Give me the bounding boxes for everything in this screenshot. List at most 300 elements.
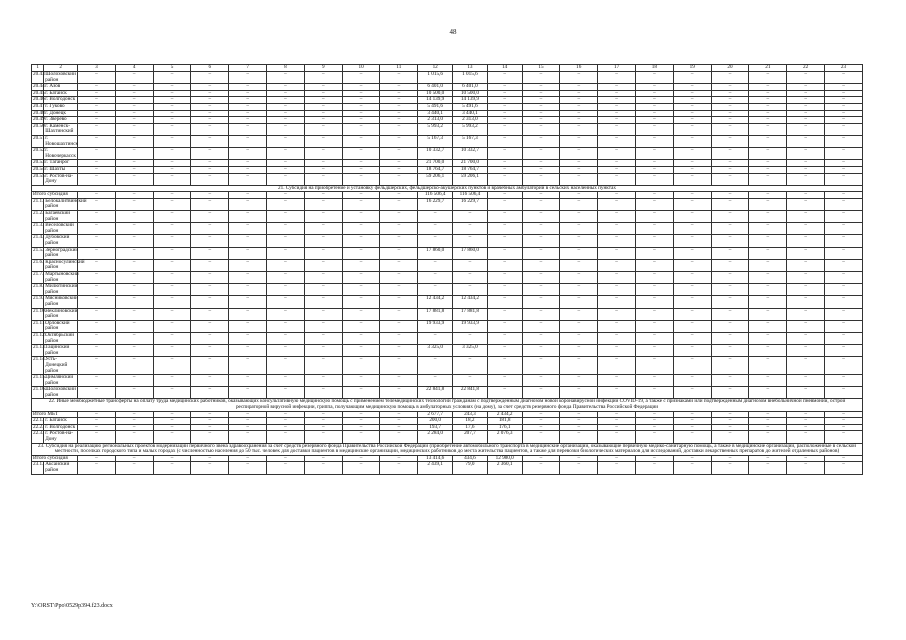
dash-cell: – bbox=[825, 357, 863, 375]
value-cell: 14 139,9 bbox=[453, 97, 488, 104]
dash-cell: – bbox=[711, 247, 749, 259]
dash-cell: – bbox=[453, 223, 488, 235]
dash-cell: – bbox=[598, 308, 636, 320]
dash-cell: – bbox=[267, 173, 305, 185]
dash-cell: – bbox=[267, 424, 305, 431]
dash-cell: – bbox=[380, 272, 418, 284]
dash-cell: – bbox=[380, 357, 418, 375]
dash-cell: – bbox=[115, 166, 153, 173]
dash-cell: – bbox=[711, 308, 749, 320]
dash-cell: – bbox=[115, 192, 153, 199]
dash-cell: – bbox=[787, 123, 825, 135]
dash-cell: – bbox=[487, 320, 522, 332]
dash-cell: – bbox=[598, 272, 636, 284]
dash-cell: – bbox=[522, 375, 560, 387]
value-cell: 22 841,8 bbox=[418, 387, 453, 399]
dash-cell: – bbox=[522, 235, 560, 247]
table-row bbox=[32, 431, 863, 443]
row-name: г. Ростов-на-Дону bbox=[44, 431, 78, 443]
dash-cell: – bbox=[749, 160, 787, 167]
dash-cell: – bbox=[711, 320, 749, 332]
column-number: 21 bbox=[749, 65, 787, 72]
dash-cell: – bbox=[598, 320, 636, 332]
dash-cell: – bbox=[560, 148, 598, 160]
dash-cell: – bbox=[153, 223, 191, 235]
dash-cell: – bbox=[635, 97, 673, 104]
dash-cell: – bbox=[560, 387, 598, 399]
row-number: 20.48 bbox=[33, 109, 45, 116]
dash-cell: – bbox=[342, 375, 380, 387]
table-row bbox=[32, 198, 863, 210]
dash-cell: – bbox=[267, 160, 305, 167]
dash-cell: – bbox=[749, 272, 787, 284]
dash-cell: – bbox=[342, 72, 380, 84]
dash-cell: – bbox=[711, 387, 749, 399]
total-label: Итого субсидия bbox=[32, 192, 78, 199]
dash-cell: – bbox=[749, 211, 787, 223]
dash-cell: – bbox=[267, 296, 305, 308]
dash-cell: – bbox=[342, 284, 380, 296]
dash-cell: – bbox=[749, 223, 787, 235]
dash-cell: – bbox=[342, 296, 380, 308]
dash-cell: – bbox=[77, 259, 115, 271]
row-number: 21.2. bbox=[32, 211, 44, 223]
dash-cell: – bbox=[560, 72, 598, 84]
dash-cell: – bbox=[153, 235, 191, 247]
table-row bbox=[32, 418, 863, 425]
row-name: г. Волгодонск bbox=[44, 97, 78, 104]
dash-cell: – bbox=[191, 462, 229, 474]
table-row bbox=[32, 135, 863, 147]
dash-cell: – bbox=[635, 223, 673, 235]
column-number: 8 bbox=[267, 65, 305, 72]
dash-cell: – bbox=[825, 148, 863, 160]
dash-cell: – bbox=[522, 135, 560, 147]
dash-cell: – bbox=[229, 103, 267, 110]
value-cell: 243,3 bbox=[453, 411, 488, 418]
row-number: 21.14. bbox=[32, 357, 44, 375]
dash-cell: – bbox=[267, 103, 305, 110]
dash-cell: – bbox=[598, 284, 636, 296]
dash-cell: – bbox=[635, 357, 673, 375]
dash-cell: – bbox=[825, 320, 863, 332]
dash-cell: – bbox=[598, 235, 636, 247]
dash-cell: – bbox=[487, 173, 522, 185]
dash-cell: – bbox=[267, 308, 305, 320]
dash-cell: – bbox=[342, 247, 380, 259]
row-name: г. Каменск-Шахтинский bbox=[44, 123, 78, 135]
dash-cell: – bbox=[229, 455, 267, 462]
dash-cell: – bbox=[77, 211, 115, 223]
dash-cell: – bbox=[560, 123, 598, 135]
dash-cell: – bbox=[787, 418, 825, 425]
dash-cell: – bbox=[673, 123, 711, 135]
dash-cell: – bbox=[418, 211, 453, 223]
dash-cell: – bbox=[304, 135, 342, 147]
dash-cell: – bbox=[115, 97, 153, 104]
dash-cell: – bbox=[115, 387, 153, 399]
dash-cell: – bbox=[787, 110, 825, 117]
dash-cell: – bbox=[598, 97, 636, 104]
dash-cell: – bbox=[229, 284, 267, 296]
dash-cell: – bbox=[711, 357, 749, 375]
dash-cell: – bbox=[304, 418, 342, 425]
dash-cell: – bbox=[267, 84, 305, 91]
dash-cell: – bbox=[229, 411, 267, 418]
dash-cell: – bbox=[487, 117, 522, 124]
dash-cell: – bbox=[635, 135, 673, 147]
dash-cell: – bbox=[560, 259, 598, 271]
dash-cell: – bbox=[380, 148, 418, 160]
table-row bbox=[32, 123, 863, 135]
dash-cell: – bbox=[787, 223, 825, 235]
value-cell: 5 491,6 bbox=[453, 103, 488, 110]
dash-cell: – bbox=[77, 135, 115, 147]
dash-cell: – bbox=[153, 160, 191, 167]
dash-cell: – bbox=[153, 192, 191, 199]
column-number: 23 bbox=[825, 65, 863, 72]
row-name: г. Шахты bbox=[44, 166, 78, 173]
dash-cell: – bbox=[825, 272, 863, 284]
dash-cell: – bbox=[635, 235, 673, 247]
dash-cell: – bbox=[787, 296, 825, 308]
dash-cell: – bbox=[77, 90, 115, 97]
dash-cell: – bbox=[560, 97, 598, 104]
dash-cell: – bbox=[153, 72, 191, 84]
column-number: 4 bbox=[115, 65, 153, 72]
dash-cell: – bbox=[115, 308, 153, 320]
dash-cell: – bbox=[115, 418, 153, 425]
dash-cell: – bbox=[267, 345, 305, 357]
dash-cell: – bbox=[380, 411, 418, 418]
dash-cell: – bbox=[787, 431, 825, 443]
dash-cell: – bbox=[825, 332, 863, 344]
dash-cell: – bbox=[787, 211, 825, 223]
dash-cell: – bbox=[153, 90, 191, 97]
dash-cell: – bbox=[825, 117, 863, 124]
dash-cell: – bbox=[267, 375, 305, 387]
dash-cell: – bbox=[453, 259, 488, 271]
dash-cell: – bbox=[711, 296, 749, 308]
dash-cell: – bbox=[267, 235, 305, 247]
dash-cell: – bbox=[487, 148, 522, 160]
dash-cell: – bbox=[418, 357, 453, 375]
value-cell: 3 325,0 bbox=[453, 345, 488, 357]
value-cell: 2 434,2 bbox=[487, 411, 522, 418]
dash-cell: – bbox=[635, 387, 673, 399]
dash-cell: – bbox=[153, 259, 191, 271]
dash-cell: – bbox=[267, 418, 305, 425]
dash-cell: – bbox=[304, 198, 342, 210]
row-number: 20.53 bbox=[33, 159, 45, 166]
dash-cell: – bbox=[487, 97, 522, 104]
dash-cell: – bbox=[115, 431, 153, 443]
dash-cell: – bbox=[711, 135, 749, 147]
dash-cell: – bbox=[749, 387, 787, 399]
dash-cell: – bbox=[267, 192, 305, 199]
dash-cell: – bbox=[711, 272, 749, 284]
dash-cell: – bbox=[635, 284, 673, 296]
dash-cell: – bbox=[749, 375, 787, 387]
dash-cell: – bbox=[825, 192, 863, 199]
dash-cell: – bbox=[487, 211, 522, 223]
dash-cell: – bbox=[825, 345, 863, 357]
value-cell: 17,6 bbox=[453, 424, 488, 431]
table-row bbox=[32, 166, 863, 173]
dash-cell: – bbox=[380, 90, 418, 97]
dash-cell: – bbox=[522, 296, 560, 308]
dash-cell: – bbox=[191, 110, 229, 117]
dash-cell: – bbox=[635, 424, 673, 431]
dash-cell: – bbox=[304, 345, 342, 357]
value-cell: 2 360,1 bbox=[487, 462, 522, 474]
column-number: 19 bbox=[673, 65, 711, 72]
column-number-row bbox=[32, 65, 863, 72]
dash-cell: – bbox=[342, 235, 380, 247]
dash-cell: – bbox=[191, 411, 229, 418]
dash-cell: – bbox=[598, 103, 636, 110]
dash-cell: – bbox=[77, 72, 115, 84]
dash-cell: – bbox=[77, 192, 115, 199]
dash-cell: – bbox=[153, 272, 191, 284]
row-number: 21.1. bbox=[32, 198, 44, 210]
dash-cell: – bbox=[229, 135, 267, 147]
dash-cell: – bbox=[787, 148, 825, 160]
dash-cell: – bbox=[635, 411, 673, 418]
table-row bbox=[32, 272, 863, 284]
dash-cell: – bbox=[453, 357, 488, 375]
dash-cell: – bbox=[711, 259, 749, 271]
dash-cell: – bbox=[711, 411, 749, 418]
dash-cell: – bbox=[304, 72, 342, 84]
column-number: 5 bbox=[153, 65, 191, 72]
dash-cell: – bbox=[787, 84, 825, 91]
dash-cell: – bbox=[267, 110, 305, 117]
dash-cell: – bbox=[825, 296, 863, 308]
dash-cell: – bbox=[560, 166, 598, 173]
value-cell: 434,6 bbox=[453, 455, 488, 462]
dash-cell: – bbox=[191, 235, 229, 247]
value-cell: 5 491,6 bbox=[418, 103, 453, 110]
dash-cell: – bbox=[267, 198, 305, 210]
row-name: Зерноградский район bbox=[45, 246, 79, 259]
value-cell: 181,8 bbox=[487, 418, 522, 425]
dash-cell: – bbox=[191, 272, 229, 284]
dash-cell: – bbox=[522, 103, 560, 110]
dash-cell: – bbox=[153, 247, 191, 259]
dash-cell: – bbox=[673, 90, 711, 97]
dash-cell: – bbox=[635, 332, 673, 344]
row-name: Шолоховский район bbox=[45, 386, 76, 398]
dash-cell: – bbox=[304, 166, 342, 173]
row-name: Неклиновский район bbox=[45, 307, 78, 320]
dash-cell: – bbox=[304, 110, 342, 117]
dash-cell: – bbox=[77, 357, 115, 375]
value-cell: 10 332,7 bbox=[418, 148, 453, 160]
table-row bbox=[32, 308, 863, 320]
dash-cell: – bbox=[191, 375, 229, 387]
dash-cell: – bbox=[560, 272, 598, 284]
dash-cell: – bbox=[380, 135, 418, 147]
section-heading: 21. Субсидия на приобретение и установку фельдшерских, фельдшерско-акушерских пунктов и врачебных амбулаторий в сельских населенных пунктах bbox=[32, 185, 863, 192]
value-cell: 6 401,0 bbox=[418, 84, 453, 91]
value-cell: 2 284,0 bbox=[418, 431, 453, 443]
dash-cell: – bbox=[191, 259, 229, 271]
dash-cell: – bbox=[787, 135, 825, 147]
dash-cell: – bbox=[229, 387, 267, 399]
dash-cell: – bbox=[418, 272, 453, 284]
dash-cell: – bbox=[153, 431, 191, 443]
value-cell: 6 401,0 bbox=[453, 84, 488, 91]
dash-cell: – bbox=[191, 84, 229, 91]
column-number: 6 bbox=[191, 65, 229, 72]
dash-cell: – bbox=[229, 166, 267, 173]
dash-cell: – bbox=[267, 284, 305, 296]
dash-cell: – bbox=[153, 103, 191, 110]
dash-cell: – bbox=[635, 148, 673, 160]
dash-cell: – bbox=[342, 110, 380, 117]
dash-cell: – bbox=[342, 411, 380, 418]
dash-cell: – bbox=[115, 211, 153, 223]
dash-cell: – bbox=[522, 123, 560, 135]
dash-cell: – bbox=[115, 72, 153, 84]
value-cell: 79,0 bbox=[453, 462, 488, 474]
dash-cell: – bbox=[191, 160, 229, 167]
dash-cell: – bbox=[522, 160, 560, 167]
budget-table bbox=[31, 64, 863, 475]
row-number: 22.1. bbox=[33, 417, 44, 424]
dash-cell: – bbox=[787, 173, 825, 185]
dash-cell: – bbox=[635, 72, 673, 84]
dash-cell: – bbox=[229, 332, 267, 344]
dash-cell: – bbox=[304, 247, 342, 259]
dash-cell: – bbox=[342, 259, 380, 271]
dash-cell: – bbox=[673, 166, 711, 173]
dash-cell: – bbox=[304, 223, 342, 235]
table-row bbox=[32, 160, 863, 167]
dash-cell: – bbox=[560, 247, 598, 259]
dash-cell: – bbox=[711, 72, 749, 84]
dash-cell: – bbox=[711, 97, 749, 104]
dash-cell: – bbox=[304, 284, 342, 296]
dash-cell: – bbox=[153, 166, 191, 173]
dash-cell: – bbox=[522, 247, 560, 259]
dash-cell: – bbox=[598, 332, 636, 344]
dash-cell: – bbox=[598, 418, 636, 425]
dash-cell: – bbox=[825, 223, 863, 235]
value-cell: 12 434,2 bbox=[418, 296, 453, 308]
value-cell: 2 076,3 bbox=[487, 431, 522, 443]
dash-cell: – bbox=[749, 173, 787, 185]
dash-cell: – bbox=[673, 431, 711, 443]
value-cell: 10 500,0 bbox=[418, 90, 453, 97]
table-row bbox=[32, 375, 863, 387]
page-number: 48 bbox=[449, 28, 457, 36]
dash-cell: – bbox=[673, 135, 711, 147]
dash-cell: – bbox=[304, 117, 342, 124]
dash-cell: – bbox=[191, 424, 229, 431]
dash-cell: – bbox=[77, 320, 115, 332]
dash-cell: – bbox=[77, 247, 115, 259]
dash-cell: – bbox=[380, 117, 418, 124]
value-cell: 176,1 bbox=[487, 424, 522, 431]
row-name: Мясниковский район bbox=[45, 295, 78, 307]
dash-cell: – bbox=[749, 462, 787, 474]
row-name: г. Ростов-на-Дону bbox=[44, 173, 78, 185]
dash-cell: – bbox=[787, 72, 825, 84]
row-number: 20.51 bbox=[32, 135, 44, 147]
dash-cell: – bbox=[380, 332, 418, 344]
value-cell: 193,7 bbox=[418, 424, 453, 431]
dash-cell: – bbox=[560, 103, 598, 110]
dash-cell: – bbox=[749, 345, 787, 357]
dash-cell: – bbox=[115, 160, 153, 167]
dash-cell: – bbox=[635, 308, 673, 320]
dash-cell: – bbox=[787, 332, 825, 344]
section-heading: 22. Иные межбюджетные трансферты на оплату труда медицинских работников, оказывающих консультативную медицинскую помощь с применением телемедицинских технологий гражданам с подтвержденным диагнозом новой коронавирусной инфекции COVID-19, а также с признаками или подтвержденным диагнозом внебольничной пневмонии, острой респираторной вирусной инфекции, гриппа, получающим медицинскую помощь в амбулаторных условиях (на дому), за счет средств резервного фонда Правительства Российской Федерации bbox=[32, 399, 863, 411]
dash-cell: – bbox=[749, 135, 787, 147]
dash-cell: – bbox=[598, 123, 636, 135]
dash-cell: – bbox=[342, 357, 380, 375]
value-cell: 1 015,6 bbox=[418, 72, 453, 84]
dash-cell: – bbox=[487, 296, 522, 308]
dash-cell: – bbox=[787, 272, 825, 284]
dash-cell: – bbox=[598, 462, 636, 474]
dash-cell: – bbox=[673, 296, 711, 308]
dash-cell: – bbox=[77, 296, 115, 308]
row-name: г. Батайск bbox=[44, 90, 78, 97]
dash-cell: – bbox=[560, 135, 598, 147]
dash-cell: – bbox=[380, 123, 418, 135]
dash-cell: – bbox=[229, 198, 267, 210]
dash-cell: – bbox=[342, 166, 380, 173]
dash-cell: – bbox=[153, 455, 191, 462]
dash-cell: – bbox=[153, 418, 191, 425]
value-cell: 59 206,1 bbox=[418, 173, 453, 185]
row-number: 21.8. bbox=[32, 284, 44, 296]
dash-cell: – bbox=[153, 110, 191, 117]
dash-cell: – bbox=[418, 235, 453, 247]
dash-cell: – bbox=[825, 431, 863, 443]
dash-cell: – bbox=[522, 90, 560, 97]
table-row bbox=[32, 90, 863, 97]
dash-cell: – bbox=[560, 308, 598, 320]
dash-cell: – bbox=[191, 97, 229, 104]
dash-cell: – bbox=[560, 223, 598, 235]
dash-cell: – bbox=[787, 387, 825, 399]
dash-cell: – bbox=[267, 148, 305, 160]
dash-cell: – bbox=[229, 97, 267, 104]
dash-cell: – bbox=[77, 462, 115, 474]
dash-cell: – bbox=[825, 72, 863, 84]
dash-cell: – bbox=[380, 387, 418, 399]
value-cell: 59 206,1 bbox=[453, 173, 488, 185]
dash-cell: – bbox=[229, 235, 267, 247]
total-label: Итого субсидия bbox=[32, 455, 78, 462]
dash-cell: – bbox=[673, 103, 711, 110]
dash-cell: – bbox=[380, 462, 418, 474]
dash-cell: – bbox=[153, 375, 191, 387]
dash-cell: – bbox=[487, 72, 522, 84]
dash-cell: – bbox=[267, 272, 305, 284]
dash-cell: – bbox=[560, 431, 598, 443]
dash-cell: – bbox=[153, 296, 191, 308]
dash-cell: – bbox=[487, 192, 522, 199]
dash-cell: – bbox=[487, 387, 522, 399]
dash-cell: – bbox=[115, 247, 153, 259]
dash-cell: – bbox=[191, 90, 229, 97]
row-number: 21.16. bbox=[32, 387, 44, 399]
